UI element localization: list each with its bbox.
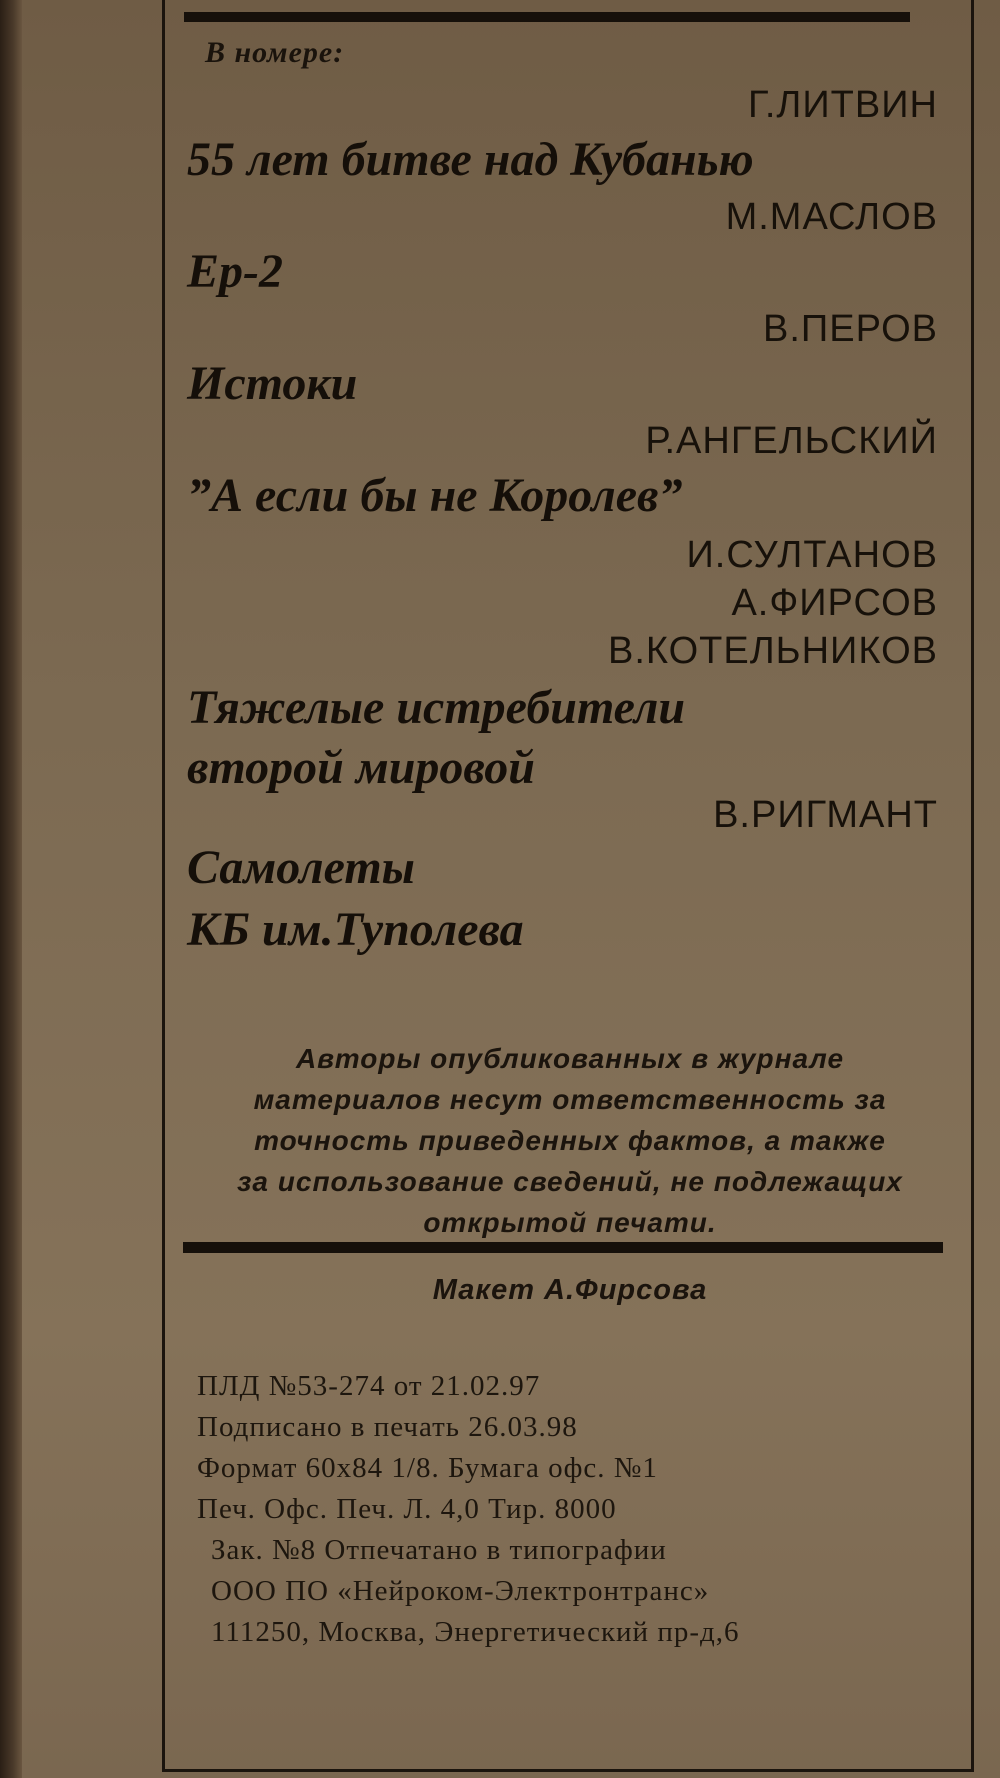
imprint-line: Подписано в печать 26.03.98 [197, 1411, 578, 1443]
top-rule [184, 12, 910, 22]
imprint-line: ООО ПО «Нейроком-Электронтранс» [211, 1575, 710, 1607]
author-litvin: Г.ЛИТВИН [747, 84, 938, 126]
disclaimer-line: открытой печати. [423, 1207, 717, 1238]
middle-rule [183, 1242, 943, 1253]
imprint-block [197, 1366, 957, 1653]
disclaimer-line: Авторы опубликованных в журнале [295, 1043, 845, 1074]
article-title-kuban: 55 лет битве над Кубанью [187, 133, 754, 186]
article-title-tupolev-line2: КБ им.Туполева [187, 903, 524, 956]
imprint-line: 111250, Москва, Энергетический пр-д,6 [211, 1616, 740, 1648]
author-perov: В.ПЕРОВ [763, 308, 938, 350]
disclaimer-line: материалов несут ответственность за [253, 1084, 887, 1115]
article-title-fighters-line2: второй мировой [187, 741, 535, 794]
disclaimer-line: точность приведенных фактов, а также [254, 1125, 886, 1156]
imprint-line: Печ. Офс. Печ. Л. 4,0 Тир. 8000 [197, 1493, 617, 1525]
article-title-tupolev-line1: Самолеты [187, 841, 415, 894]
author-firsov: А.ФИРСОВ [731, 582, 938, 624]
author-maslov: М.МАСЛОВ [725, 196, 938, 238]
author-rigmant: В.РИГМАНТ [713, 794, 938, 836]
disclaimer-line: за использование сведений, не подлежащих [237, 1166, 903, 1197]
author-angelsky: Р.АНГЕЛЬСКИЙ [645, 420, 938, 462]
imprint-line: Зак. №8 Отпечатано в типографии [211, 1534, 667, 1566]
issue-label: В номере: [205, 36, 345, 69]
article-title-er2: Ер-2 [187, 245, 283, 298]
disclaimer [170, 1038, 970, 1243]
layout-credit: Макет А.Фирсова [432, 1274, 708, 1306]
author-sultanov: И.СУЛТАНОВ [686, 534, 938, 576]
imprint-line: Формат 60x84 1/8. Бумага офс. №1 [197, 1452, 658, 1484]
author-kotelnikov: В.КОТЕЛЬНИКОВ [608, 630, 938, 672]
article-title-fighters-line1: Тяжелые истребители [187, 681, 686, 734]
imprint-line: ПЛД №53-274 от 21.02.97 [197, 1370, 541, 1402]
article-title-istoki: Истоки [187, 357, 358, 410]
article-title-korolev: ”А если бы не Королев” [187, 469, 683, 522]
page-edge-shadow [0, 0, 22, 1778]
